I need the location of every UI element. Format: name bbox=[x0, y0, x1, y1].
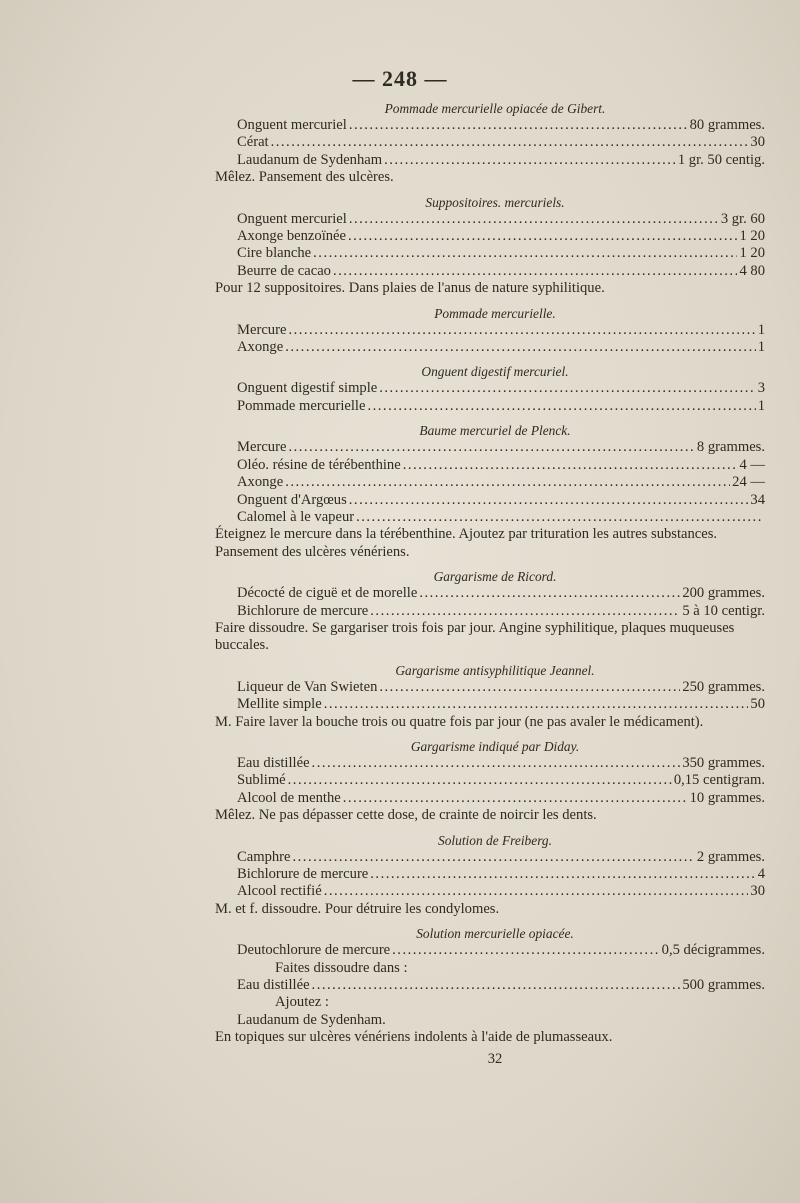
ingredient-name: Eau distillée bbox=[237, 977, 310, 994]
ingredient-laudanum: Laudanum de Sydenham. bbox=[237, 1011, 386, 1028]
ingredient-quantity: 4 bbox=[757, 866, 765, 882]
instruction-dissolve: Faites dissoudre dans : bbox=[275, 959, 408, 976]
ingredient-quantity: 1 gr. 50 centig. bbox=[677, 151, 765, 168]
ingredient-row bbox=[225, 322, 765, 339]
leader-dots bbox=[367, 398, 755, 415]
ingredient-quantity: 3 bbox=[757, 380, 765, 397]
ingredient-name: Onguent mercuriel bbox=[237, 210, 347, 227]
recipe-title: Pommade mercurielle opiacée de Gibert. bbox=[384, 101, 606, 116]
leader-dots bbox=[293, 849, 695, 866]
ingredient-row bbox=[225, 679, 765, 696]
instruction-add: Ajoutez : bbox=[275, 994, 329, 1011]
leader-dots bbox=[384, 152, 676, 169]
ingredient-name: Mercure bbox=[237, 321, 287, 338]
signature-mark: 32 bbox=[487, 1050, 503, 1067]
ingredient-row bbox=[225, 152, 765, 169]
ingredient-quantity: 5 à 10 centigr. bbox=[682, 602, 765, 619]
ingredient-row bbox=[225, 228, 765, 245]
recipe-title: Onguent digestif mercuriel. bbox=[421, 364, 569, 380]
ingredient-row bbox=[225, 603, 765, 620]
ingredient-name: Bichlorure de mercure bbox=[237, 866, 369, 882]
ingredient-name: Onguent mercuriel bbox=[237, 117, 347, 133]
ingredient-quantity: 1 20 bbox=[739, 245, 765, 262]
recipe-instructions: Éteignez le mercure dans la térébenthine. Ajoutez par trituration les autres substances. Pansement des ulcères vénériens. bbox=[215, 526, 718, 560]
recipe-title: Gargarisme antisyphilitique Jeannel. bbox=[395, 662, 595, 678]
ingredient-row bbox=[225, 790, 765, 807]
ingredient-name: Calomel à le vapeur bbox=[237, 508, 355, 525]
recipe-title: Solution de Freiberg. bbox=[438, 832, 552, 848]
ingredient-name: Liqueur de Van Swieten bbox=[237, 678, 378, 695]
ingredient-name: Onguent d'Argœus bbox=[237, 491, 347, 508]
recipe-title: Baume mercuriel de Plenck. bbox=[419, 423, 571, 439]
ingredient-name: Alcool rectifié bbox=[237, 883, 322, 900]
leader-dots bbox=[324, 883, 749, 900]
ingredient-quantity: 350 grammes. bbox=[682, 754, 765, 771]
leader-dots bbox=[288, 772, 672, 789]
ingredient-row bbox=[225, 883, 765, 900]
ingredient-name: Beurre de cacao bbox=[237, 262, 331, 279]
ingredient-quantity: 8 grammes. bbox=[696, 439, 765, 456]
leader-dots bbox=[285, 339, 755, 356]
ingredient-quantity: 500 grammes. bbox=[682, 977, 765, 994]
ingredient-row bbox=[225, 474, 765, 491]
leader-dots bbox=[324, 696, 749, 713]
ingredient-quantity: 30 bbox=[750, 134, 765, 151]
ingredient-row bbox=[225, 696, 765, 713]
ingredient-row bbox=[225, 134, 765, 151]
leader-dots bbox=[285, 474, 730, 491]
ingredient-quantity: 250 grammes. bbox=[682, 678, 765, 695]
leader-dots bbox=[348, 228, 737, 245]
ingredient-quantity: 10 grammes. bbox=[689, 789, 765, 806]
ingredient-row bbox=[225, 509, 765, 526]
recipe-instructions: M. Faire laver la bouche trois ou quatre fois par jour (ne pas avaler le médicament). bbox=[215, 713, 704, 730]
recipe-instructions: M. et f. dissoudre. Pour détruire les condylomes. bbox=[215, 900, 500, 917]
ingredient-name: Axonge bbox=[237, 474, 284, 491]
ingredient-name: Axonge bbox=[237, 339, 284, 356]
leader-dots bbox=[379, 380, 755, 397]
leader-dots bbox=[370, 866, 755, 883]
ingredient-name: Pommade mercurielle bbox=[237, 397, 366, 414]
ingredient-row bbox=[225, 755, 765, 772]
leader-dots bbox=[312, 977, 681, 994]
ingredient-row bbox=[225, 942, 765, 959]
recipe-instructions: Pour 12 suppositoires. Dans plaies de l'anus de nature syphilitique. bbox=[215, 280, 605, 297]
recipe-instructions: Faire dissoudre. Se gargariser trois fois par jour. Angine syphilitique, plaques muqueuses buccales. bbox=[215, 619, 735, 654]
ingredient-name: Alcool de menthe bbox=[237, 789, 341, 806]
ingredient-row bbox=[225, 398, 765, 415]
leader-dots bbox=[349, 492, 749, 509]
recipe-instructions: Mêlez. Ne pas dépasser cette dose, de crainte de noircir les dents. bbox=[215, 807, 597, 824]
leader-dots bbox=[392, 942, 660, 959]
recipe-title: Solution mercurielle opiacée. bbox=[416, 926, 574, 942]
leader-dots bbox=[349, 211, 719, 228]
ingredient-name: Onguent digestif simple bbox=[237, 380, 378, 397]
ingredient-row bbox=[225, 772, 765, 789]
ingredient-quantity: 50 bbox=[750, 696, 765, 713]
recipe-title: Suppositoires. mercuriels. bbox=[425, 194, 565, 210]
ingredient-quantity: 30 bbox=[750, 883, 765, 900]
ingredient-row bbox=[225, 117, 765, 134]
leader-dots bbox=[356, 509, 763, 526]
leader-dots bbox=[312, 755, 681, 772]
ingredient-row bbox=[225, 263, 765, 280]
leader-dots bbox=[333, 263, 737, 280]
recipe-instructions: Mêlez. Pansement des ulcères. bbox=[215, 169, 394, 186]
leader-dots bbox=[343, 790, 688, 807]
recipe-title: Pommade mercurielle. bbox=[434, 305, 556, 321]
ingredient-name: Cire blanche bbox=[237, 245, 312, 262]
leader-dots bbox=[403, 457, 738, 474]
ingredient-name: Laudanum de Sydenham bbox=[237, 151, 383, 168]
ingredient-row bbox=[225, 977, 765, 994]
ingredient-row bbox=[225, 211, 765, 228]
ingredient-row bbox=[225, 849, 765, 866]
leader-dots bbox=[419, 585, 680, 602]
ingredient-quantity: 2 grammes. bbox=[696, 848, 765, 865]
leader-dots bbox=[313, 245, 737, 262]
ingredient-row bbox=[225, 866, 765, 883]
ingredient-name: Deutochlorure de mercure bbox=[237, 942, 391, 959]
ingredient-row bbox=[225, 245, 765, 262]
ingredient-name: Sublimé bbox=[237, 772, 286, 789]
ingredient-name: Mercure bbox=[237, 439, 287, 456]
ingredient-quantity: 1 bbox=[757, 321, 765, 338]
leader-dots bbox=[288, 322, 755, 339]
ingredient-quantity: 4 80 bbox=[739, 262, 765, 279]
ingredient-row bbox=[225, 380, 765, 397]
leader-dots bbox=[379, 679, 680, 696]
leader-dots bbox=[288, 439, 694, 456]
ingredient-name: Cérat bbox=[237, 134, 269, 151]
ingredient-quantity: 200 grammes. bbox=[682, 585, 765, 602]
ingredient-quantity: 0,5 décigrammes. bbox=[661, 942, 765, 959]
ingredient-row bbox=[225, 585, 765, 602]
recipe-title: Gargarisme indiqué par Diday. bbox=[410, 738, 580, 754]
ingredient-name: Axonge benzoïnée bbox=[237, 228, 347, 245]
ingredient-row bbox=[225, 457, 765, 474]
page-number: — 248 — bbox=[352, 66, 448, 91]
ingredient-quantity: 3 gr. 60 bbox=[720, 210, 765, 227]
ingredient-quantity: 1 bbox=[757, 397, 765, 414]
ingredient-row bbox=[225, 339, 765, 356]
ingredient-quantity: 0,15 centigram. bbox=[673, 772, 765, 789]
ingredient-row bbox=[225, 492, 765, 509]
leader-dots bbox=[370, 603, 680, 620]
leader-dots bbox=[349, 117, 688, 134]
ingredient-quantity: 24 — bbox=[732, 474, 765, 491]
ingredient-row bbox=[225, 439, 765, 456]
ingredient-name: Eau distillée bbox=[237, 754, 310, 771]
leader-dots bbox=[271, 134, 749, 151]
recipe-instructions: En topiques sur ulcères vénériens indolents à l'aide de plumasseaux. bbox=[215, 1029, 613, 1046]
ingredient-quantity: 1 20 bbox=[739, 228, 765, 245]
ingredient-name: Oléo. résine de térébenthine bbox=[237, 456, 401, 473]
ingredient-name: Décocté de ciguë et de morelle bbox=[237, 585, 418, 602]
formulary-text bbox=[215, 100, 765, 1068]
ingredient-quantity: 4 — bbox=[739, 456, 765, 473]
ingredient-quantity: 1 bbox=[757, 339, 765, 356]
ingredient-quantity: 34 bbox=[750, 491, 765, 508]
recipe-title: Gargarisme de Ricord. bbox=[433, 569, 557, 585]
ingredient-quantity: 80 grammes. bbox=[689, 117, 765, 133]
ingredient-name: Bichlorure de mercure bbox=[237, 602, 369, 619]
ingredient-name: Mellite simple bbox=[237, 696, 322, 713]
ingredient-name: Camphre bbox=[237, 848, 291, 865]
